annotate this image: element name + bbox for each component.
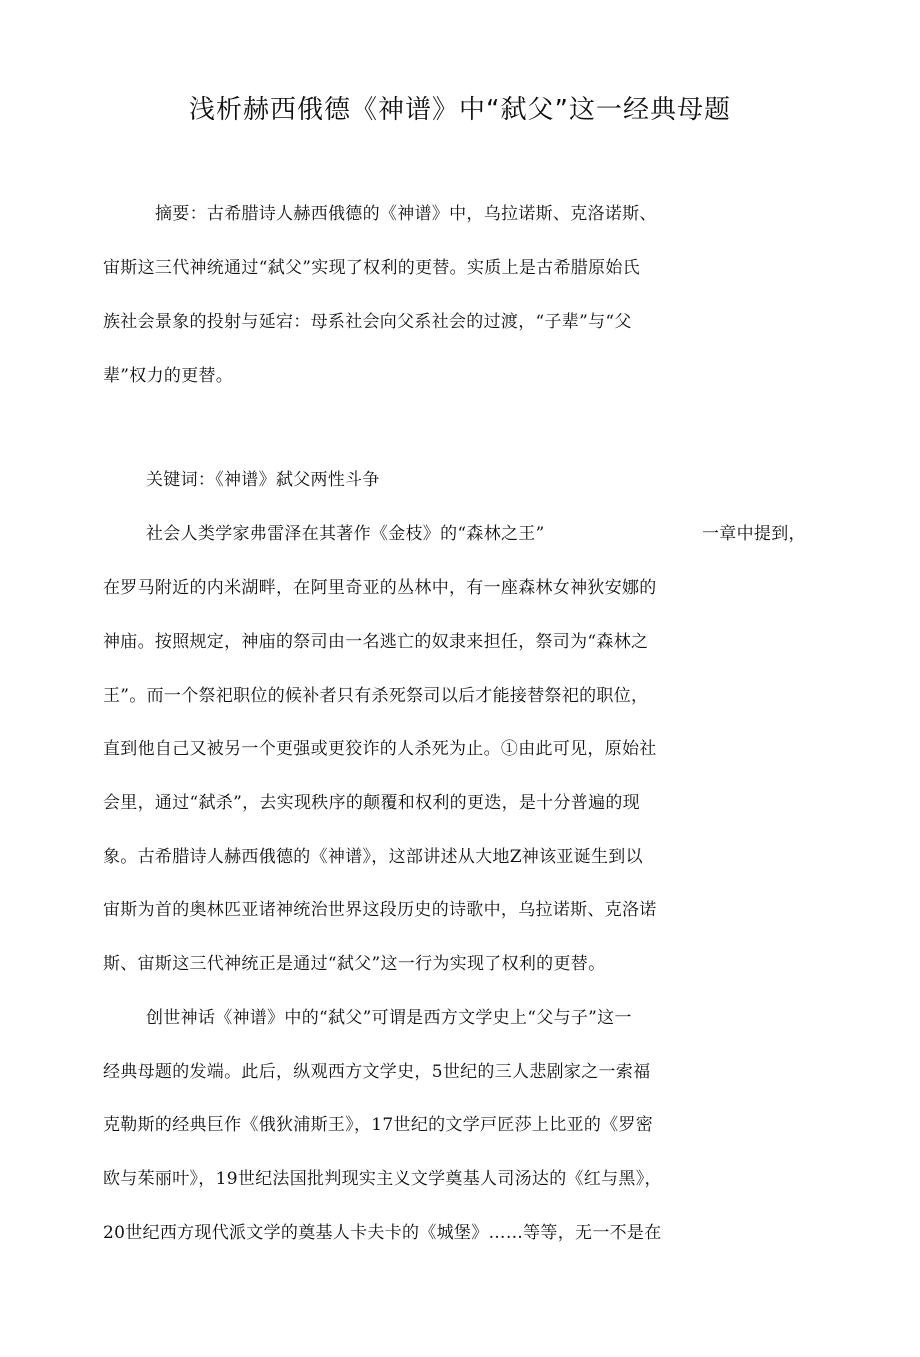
- paragraph-line-tail: 一章中提到，: [702, 524, 806, 544]
- abstract-line: 族社会景象的投射与延宕：母系社会向父系社会的过渡，“子辈”与“父: [103, 312, 632, 332]
- paragraph-line: 克勒斯的经典巨作《俄狄浦斯王》，17世纪的文学戸匠莎上比亚的《罗密: [103, 1115, 654, 1135]
- paragraph-line: 创世神话《神谱》中的“弑父”可谓是西方文学史上“父与子”这一: [146, 1008, 632, 1028]
- paragraph-line: 20世纪西方现代派文学的奠基人卡夫卡的《城堡》……等等，无一不是在: [103, 1223, 662, 1243]
- paragraph-line: 直到他自己又被另一个更强或更狡诈的人杀死为止。①由此可见，原始社: [103, 739, 657, 759]
- abstract-line: 摘要：古希腊诗人赫西俄德的《神谱》中，乌拉诺斯、克洛诺斯、: [155, 204, 657, 224]
- paragraph-line: 经典母题的发端。此后，纵观西方文学史，5世纪的三人悲剧家之一索福: [103, 1062, 651, 1082]
- paragraph-line: 神庙。按照规定，神庙的祭司由一名逃亡的奴隶来担任，祭司为“森林之: [103, 632, 649, 652]
- paragraph-line: 在罗马附近的内米湖畔，在阿里奇亚的丛林中，有一座森林女神狄安娜的: [103, 578, 657, 598]
- keywords-line: 关键词：《神谱》弑父两性斗争: [146, 470, 380, 490]
- document-title: 浅析赫西俄德《神谱》中“弑父”这一经典母题: [189, 95, 731, 125]
- paragraph-line: 社会人类学家弗雷泽在其著作《金枝》的“森林之王”: [146, 524, 545, 544]
- paragraph-line: 会里，通过“弑杀”，去实现秩序的颠覆和权利的更迭，是十分普遍的现: [103, 793, 640, 813]
- paragraph-line: 象。古希腊诗人赫西俄德的《神谱》，这部讲述从大地Z神该亚诞生到以: [103, 847, 643, 867]
- paragraph-line: 欧与茱丽叶》，19世纪法国批判现实主义文学奠基人司汤达的《红与黑》，: [103, 1169, 662, 1189]
- abstract-line: 宙斯这三代神统通过“弑父”实现了权利的更替。实质上是古希腊原始氏: [103, 258, 640, 278]
- paragraph-line: 王”。而一个祭祀职位的候补者只有杀死祭司以后才能接替祭祀的职位，: [103, 686, 649, 706]
- abstract-line: 辈”权力的更替。: [103, 366, 234, 386]
- paragraph-line: 宙斯为首的奥林匹亚诸神统治世界这段历史的诗歌中，乌拉诺斯、克洛诺: [103, 900, 657, 920]
- paragraph-line: 斯、宙斯这三代神统正是通过“弑父”这一行为实现了权利的更替。: [103, 954, 606, 974]
